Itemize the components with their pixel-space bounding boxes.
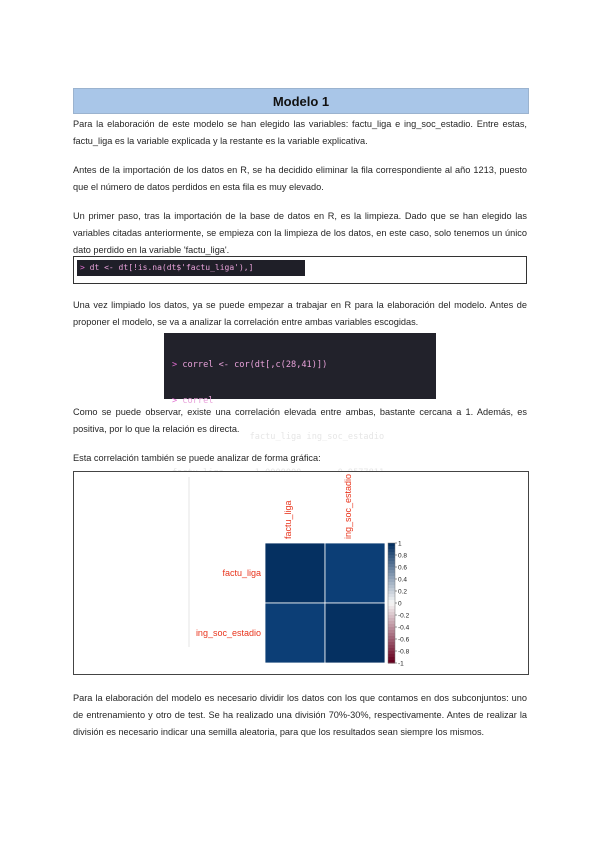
colorbar-segment [388, 645, 395, 649]
colorbar-segment [388, 621, 395, 625]
console-header: factu_liga ing_soc_estadio [172, 432, 385, 442]
colorbar-segment [388, 642, 395, 646]
colorbar-segment [388, 579, 395, 583]
code-snippet-box [73, 256, 527, 284]
colorbar-segment [388, 609, 395, 613]
colorbar-segment [388, 546, 395, 550]
colorbar-tick-label: 0.6 [398, 564, 408, 572]
colorbar-segment [388, 570, 395, 574]
paragraph-4: Una vez limpiado los datos, ya se puede empezar a trabajar en R para la elaboración del modelo. Antes de proponer el modelo, se va a analizar la correlación entre ambas variables escogidas. [73, 300, 527, 327]
colorbar-segment [388, 630, 395, 634]
paragraph-3: Un primer paso, tras la importación de la base de datos en R, es la limpieza. Dado que se han elegido las variables citadas anteriormente, se empieza con la limpieza de los datos, en este caso, solo tenemos un único dato perdido en la variable 'factu_liga'. [73, 211, 527, 255]
colorbar-segment [388, 615, 395, 619]
colorbar-segment [388, 591, 395, 595]
colorbar-segment [388, 567, 395, 571]
row-label: ing_soc_estadio [195, 628, 261, 638]
colorbar-tick-label: -0.6 [398, 636, 410, 644]
colorbar-segment [388, 552, 395, 556]
colorbar-tick-label: -1 [398, 660, 404, 668]
paragraph-7: Para la elaboración del modelo es necesario dividir los datos con los que contamos en dos subconjuntos: uno de entrenamiento y otro de test. Se ha realizado una división 70%-30%, respectivamente. Antes de realizar la división es necesario indicar una semilla aleatoria, para que los resultados sean siempre los mismos. [73, 693, 527, 737]
colorbar-segment [388, 636, 395, 640]
heatmap-cell [325, 603, 385, 663]
colorbar-segment [388, 600, 395, 604]
colorbar-tick-label: 1 [398, 540, 402, 548]
heatmap-cell [325, 543, 385, 603]
colorbar-segment [388, 597, 395, 601]
paragraph-1: Para la elaboración de este modelo se han elegido las variables: factu_liga e ing_soc_estadio. Entre estas, factu_liga es la variable explicada y la restante es la variable explicativa. [73, 119, 527, 146]
correlation-heatmap [74, 472, 528, 674]
colorbar-tick-label: 0.2 [398, 588, 408, 596]
code-prompt: > [80, 263, 85, 272]
console-prompt-1: > [172, 360, 178, 370]
colorbar-segment [388, 606, 395, 610]
colorbar-segment [388, 624, 395, 628]
colorbar-segment [388, 573, 395, 577]
colorbar-segment [388, 585, 395, 589]
colorbar-segment [388, 639, 395, 643]
colorbar-tick-label: 0 [398, 600, 402, 608]
colorbar-tick-label: -0.2 [398, 612, 410, 620]
colorbar-segment [388, 627, 395, 631]
colorbar-segment [388, 549, 395, 553]
colorbar-segment [388, 576, 395, 580]
paragraph-2: Antes de la importación de los datos en R, se ha decidido eliminar la fila correspondiente al año 1213, puesto que el número de datos perdidos en esta fila es muy elevado. [73, 165, 527, 192]
colorbar-segment [388, 618, 395, 622]
colorbar-segment [388, 612, 395, 616]
section-title: Modelo 1 [73, 88, 529, 114]
colorbar-segment [388, 654, 395, 658]
colorbar-segment [388, 603, 395, 607]
console-command-1: correl <- cor(dt[,c(28,41)]) [182, 360, 328, 370]
colorbar-segment [388, 651, 395, 655]
column-label: factu_liga [283, 500, 293, 539]
colorbar-tick-label: -0.4 [398, 624, 410, 632]
colorbar-tick-label: 0.4 [398, 576, 408, 584]
heatmap-cell [265, 603, 325, 663]
colorbar-segment [388, 582, 395, 586]
column-label: ing_soc_estadio [343, 473, 353, 539]
paragraph-6: Esta correlación también se puede analizar de forma gráfica: [73, 453, 321, 463]
colorbar-segment [388, 555, 395, 559]
colorbar-segment [388, 561, 395, 565]
heatmap-cell [265, 543, 325, 603]
colorbar-tick-label: 0.8 [398, 552, 408, 560]
code-snippet [77, 260, 305, 276]
colorbar-tick-label: -0.8 [398, 648, 410, 656]
colorbar-segment [388, 633, 395, 637]
colorbar-segment [388, 543, 395, 547]
console-command-2: correl [182, 396, 214, 406]
colorbar-segment [388, 657, 395, 661]
colorbar-segment [388, 558, 395, 562]
colorbar-segment [388, 648, 395, 652]
row-label: factu_liga [222, 568, 261, 578]
console-prompt-2: > [172, 396, 178, 406]
code-line: dt <- dt[!is.na(dt$'factu_liga'),] [89, 263, 254, 272]
correlation-plot-frame [73, 471, 529, 675]
paragraph-5: Como se puede observar, existe una correlación elevada entre ambas, bastante cercana a 1. Además, es positiva, por lo que la relación es directa. [73, 407, 527, 434]
colorbar-segment [388, 564, 395, 568]
colorbar-segment [388, 588, 395, 592]
colorbar-segment [388, 594, 395, 598]
